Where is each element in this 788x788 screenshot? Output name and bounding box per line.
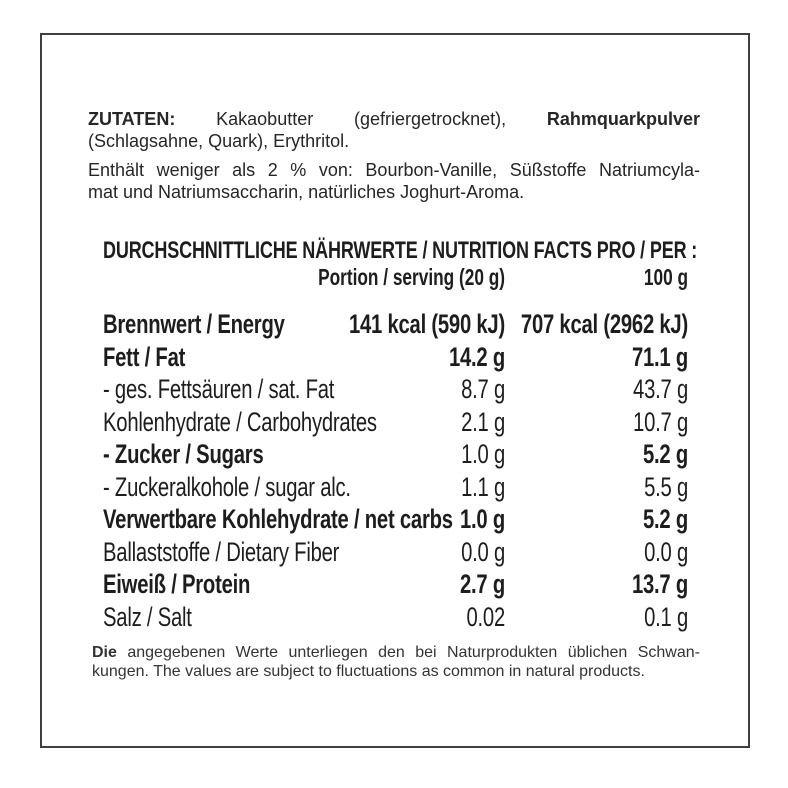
nutrition-row bbox=[103, 406, 688, 439]
nutrition-row bbox=[103, 341, 688, 374]
contains-less-line-1: Enthält weniger als 2 % von: Bourbon-Vanille, Süßstoffe Natriumcyla- bbox=[88, 160, 700, 180]
disclaimer-section bbox=[92, 643, 700, 681]
value-per-100g: 10.7 g bbox=[633, 406, 688, 437]
column-header-per-serving: Portion / serving (20 g) bbox=[318, 264, 505, 290]
nutrient-label: Salz / Salt bbox=[103, 601, 192, 632]
nutrient-label: Kohlenhydrate / Carbohydrates bbox=[103, 406, 377, 437]
ingredients-line-1-middle: Kakaobutter (gefriergetrocknet), bbox=[216, 109, 507, 129]
nutrition-row bbox=[103, 471, 688, 504]
disclaimer-bold-word: Die bbox=[92, 644, 117, 661]
value-per-serving: 141 kcal (590 kJ) bbox=[348, 309, 505, 339]
nutrition-row bbox=[103, 568, 688, 601]
value-per-serving: 14.2 g bbox=[448, 341, 505, 372]
nutrition-row bbox=[103, 373, 688, 406]
label-border-frame bbox=[40, 33, 750, 748]
value-per-serving: 2.1 g bbox=[461, 406, 505, 437]
ingredients-line-2: (Schlagsahne, Quark), Erythritol. bbox=[88, 131, 350, 151]
ingredients-line-1 bbox=[88, 108, 700, 130]
value-per-100g: 43.7 g bbox=[633, 374, 688, 404]
ingredients-line-1-bold-end: Rahmquarkpulver bbox=[546, 109, 700, 129]
value-per-100g: 71.1 g bbox=[631, 341, 688, 372]
value-per-serving: 0.02 bbox=[466, 601, 505, 632]
nutrient-label: Eiweiß / Protein bbox=[103, 569, 251, 599]
nutrition-row bbox=[103, 308, 688, 341]
value-per-serving: 0.0 g bbox=[461, 536, 505, 567]
nutrient-label: Brennwert / Energy bbox=[103, 309, 285, 339]
nutrient-label: - Zucker / Sugars bbox=[103, 439, 264, 469]
value-per-serving: 1.0 g bbox=[461, 439, 505, 469]
nutrition-row bbox=[103, 503, 688, 536]
nutrition-column-headers bbox=[103, 264, 688, 290]
nutrition-table bbox=[103, 237, 698, 633]
column-header-per-100g: 100 g bbox=[643, 264, 688, 290]
nutrient-label: Ballaststoffe / Dietary Fiber bbox=[103, 536, 340, 567]
value-per-100g: 707 kcal (2962 kJ) bbox=[520, 309, 688, 339]
nutrition-rows bbox=[103, 308, 688, 633]
contains-less-line-2: mat und Natriumsaccharin, natürliches Joghurt-Aroma. bbox=[88, 182, 525, 202]
value-per-100g: 5.2 g bbox=[642, 439, 688, 469]
value-per-100g: 5.5 g bbox=[644, 471, 688, 502]
zutaten-label: ZUTATEN: bbox=[88, 109, 176, 129]
nutrition-table-title: DURCHSCHNITTLICHE NÄHRWERTE / NUTRITION FACTS PRO / PER : bbox=[103, 237, 698, 264]
ingredients-section bbox=[88, 108, 700, 203]
value-per-100g: 0.1 g bbox=[644, 601, 688, 632]
disclaimer-line-1 bbox=[92, 643, 700, 662]
nutrient-label: Verwertbare Kohlehydrate / net carbs bbox=[103, 504, 453, 534]
disclaimer-line-1-rest: angegebenen Werte unterliegen den bei Naturprodukten üblichen Schwan- bbox=[127, 644, 700, 661]
nutrient-label: Fett / Fat bbox=[103, 341, 186, 372]
nutrition-row bbox=[103, 601, 688, 634]
nutrient-label: - ges. Fettsäuren / sat. Fat bbox=[103, 374, 335, 404]
value-per-serving: 1.1 g bbox=[461, 471, 505, 502]
value-per-serving: 1.0 g bbox=[459, 504, 505, 534]
nutrient-label: - Zuckeralkohole / sugar alc. bbox=[103, 471, 351, 502]
nutrition-row bbox=[103, 536, 688, 569]
disclaimer-line-2: kungen. The values are subject to fluctuations as common in natural products. bbox=[92, 663, 645, 680]
value-per-100g: 0.0 g bbox=[644, 536, 688, 567]
value-per-serving: 8.7 g bbox=[461, 374, 505, 404]
value-per-100g: 5.2 g bbox=[642, 504, 688, 534]
value-per-serving: 2.7 g bbox=[459, 569, 505, 599]
nutrition-row bbox=[103, 438, 688, 471]
value-per-100g: 13.7 g bbox=[631, 569, 688, 599]
